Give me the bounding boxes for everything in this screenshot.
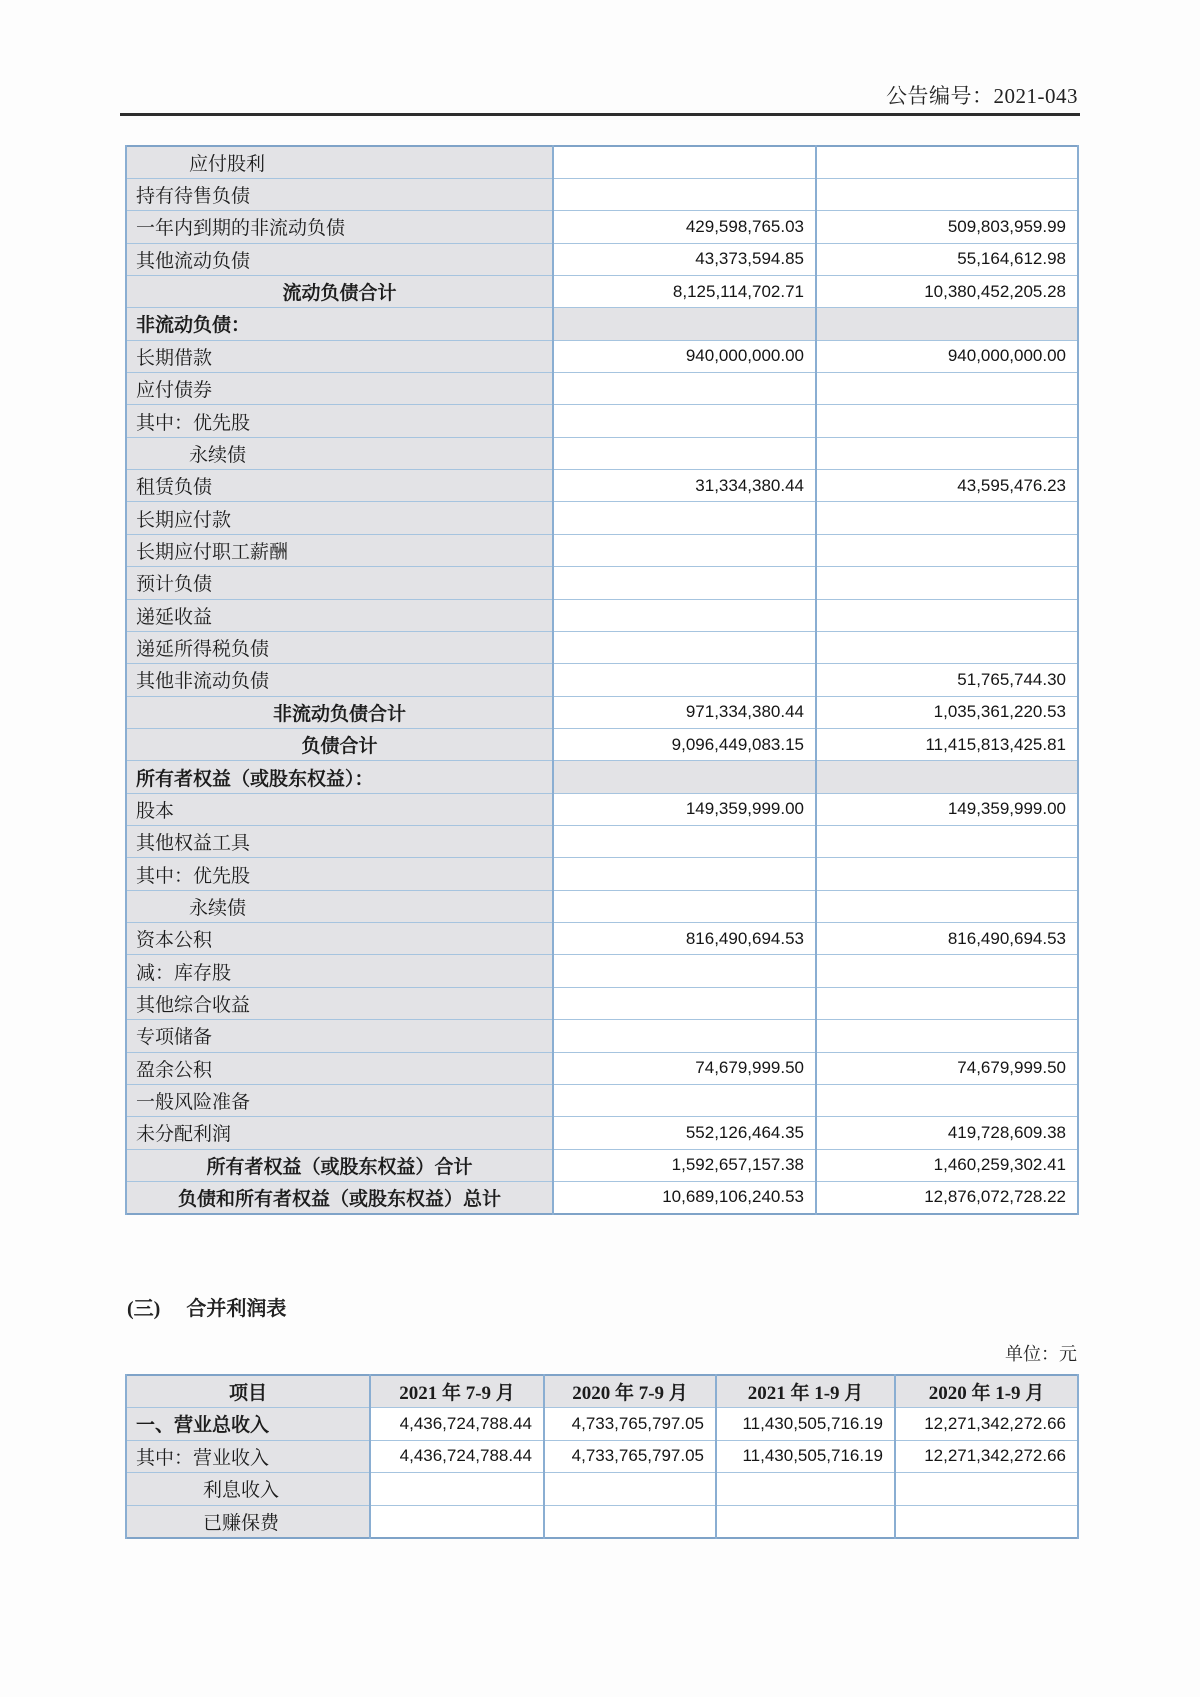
row-label: 长期借款	[126, 340, 553, 372]
column-header: 2020 年 7-9 月	[544, 1375, 716, 1408]
row-value-current	[553, 437, 816, 469]
row-value-prior: 816,490,694.53	[816, 923, 1078, 955]
row-value-current	[553, 146, 816, 178]
row-value-prior	[816, 1084, 1078, 1116]
row-value-current	[553, 761, 816, 793]
table-row	[126, 146, 1078, 178]
row-value-prior: 1,460,259,302.41	[816, 1149, 1078, 1181]
row-label: 所有者权益（或股东权益）合计	[126, 1149, 553, 1181]
row-value-prior: 509,803,959.99	[816, 211, 1078, 243]
row-label: 所有者权益（或股东权益）：	[126, 761, 553, 793]
row-label: 其他权益工具	[126, 826, 553, 858]
row-value-current	[553, 1020, 816, 1052]
row-value-prior: 43,595,476.23	[816, 470, 1078, 502]
row-value-current: 1,592,657,157.38	[553, 1149, 816, 1181]
table-row	[126, 340, 1078, 372]
balance-sheet-body	[126, 146, 1078, 1214]
row-label: 负债合计	[126, 728, 553, 760]
row-value-prior	[816, 146, 1078, 178]
row-label: 租赁负债	[126, 470, 553, 502]
row-value-prior	[816, 599, 1078, 631]
row-value-current: 149,359,999.00	[553, 793, 816, 825]
table-row	[126, 405, 1078, 437]
row-value-current: 429,598,765.03	[553, 211, 816, 243]
table-row	[126, 567, 1078, 599]
row-value-prior: 12,876,072,728.22	[816, 1182, 1078, 1214]
column-header: 项目	[126, 1375, 370, 1408]
row-value-prior: 1,035,361,220.53	[816, 696, 1078, 728]
row-label: 持有待售负债	[126, 178, 553, 210]
row-value-current: 816,490,694.53	[553, 923, 816, 955]
income-statement-body	[126, 1408, 1078, 1538]
row-value-prior	[816, 631, 1078, 663]
row-label: 减：库存股	[126, 955, 553, 987]
row-label: 一年内到期的非流动负债	[126, 211, 553, 243]
table-row	[126, 631, 1078, 663]
balance-sheet-table	[125, 145, 1079, 1215]
table-row	[126, 1440, 1078, 1473]
row-value-current	[553, 890, 816, 922]
row-label: 其他非流动负债	[126, 664, 553, 696]
row-value-prior	[816, 308, 1078, 340]
row-value-1	[370, 1473, 544, 1506]
row-value-current: 552,126,464.35	[553, 1117, 816, 1149]
column-header: 2021 年 1-9 月	[716, 1375, 895, 1408]
row-value-prior: 11,415,813,425.81	[816, 728, 1078, 760]
table-row	[126, 1117, 1078, 1149]
row-value-prior	[816, 178, 1078, 210]
row-label: 应付股利	[126, 146, 553, 178]
row-value-prior	[816, 987, 1078, 1019]
row-value-current: 971,334,380.44	[553, 696, 816, 728]
row-label: 应付债券	[126, 373, 553, 405]
column-header: 2021 年 7-9 月	[370, 1375, 544, 1408]
income-header-row	[126, 1375, 1078, 1408]
row-value-current	[553, 308, 816, 340]
table-row	[126, 437, 1078, 469]
row-label: 其中：优先股	[126, 405, 553, 437]
header-rule	[120, 113, 1080, 116]
row-label: 其他综合收益	[126, 987, 553, 1019]
table-row	[126, 1408, 1078, 1441]
row-label: 其中：营业收入	[126, 1440, 370, 1473]
row-label: 资本公积	[126, 923, 553, 955]
row-value-prior	[816, 534, 1078, 566]
section-title: 合并利润表	[186, 1298, 287, 1320]
table-row	[126, 534, 1078, 566]
row-value-prior	[816, 1020, 1078, 1052]
row-value-current	[553, 955, 816, 987]
row-value-current: 43,373,594.85	[553, 243, 816, 275]
table-row	[126, 923, 1078, 955]
table-row	[126, 858, 1078, 890]
section-heading	[127, 1292, 286, 1321]
row-value-current	[553, 664, 816, 696]
table-row	[126, 987, 1078, 1019]
row-value-prior: 149,359,999.00	[816, 793, 1078, 825]
row-value-current: 9,096,449,083.15	[553, 728, 816, 760]
table-row	[126, 502, 1078, 534]
row-value-1	[370, 1505, 544, 1538]
row-label: 未分配利润	[126, 1117, 553, 1149]
table-row	[126, 890, 1078, 922]
row-value-3	[716, 1505, 895, 1538]
row-value-current	[553, 405, 816, 437]
row-value-prior	[816, 373, 1078, 405]
row-value-3: 11,430,505,716.19	[716, 1408, 895, 1441]
row-value-2	[544, 1505, 716, 1538]
row-label: 一、营业总收入	[126, 1408, 370, 1441]
row-value-prior: 419,728,609.38	[816, 1117, 1078, 1149]
row-value-1: 4,436,724,788.44	[370, 1440, 544, 1473]
income-statement-table	[125, 1374, 1079, 1539]
table-row	[126, 1182, 1078, 1214]
row-value-prior	[816, 826, 1078, 858]
table-row	[126, 275, 1078, 307]
row-label: 流动负债合计	[126, 275, 553, 307]
table-row	[126, 1149, 1078, 1181]
row-value-current	[553, 502, 816, 534]
row-value-prior: 940,000,000.00	[816, 340, 1078, 372]
row-value-prior	[816, 890, 1078, 922]
row-label: 非流动负债：	[126, 308, 553, 340]
row-value-2: 4,733,765,797.05	[544, 1408, 716, 1441]
row-value-4: 12,271,342,272.66	[895, 1408, 1078, 1441]
row-value-current	[553, 534, 816, 566]
row-value-prior	[816, 567, 1078, 599]
row-value-current	[553, 987, 816, 1019]
row-value-current	[553, 1084, 816, 1116]
table-row	[126, 1052, 1078, 1084]
table-row	[126, 470, 1078, 502]
row-value-4	[895, 1505, 1078, 1538]
row-label: 利息收入	[126, 1473, 370, 1506]
row-value-prior	[816, 405, 1078, 437]
row-label: 递延所得税负债	[126, 631, 553, 663]
row-label: 股本	[126, 793, 553, 825]
row-value-prior	[816, 502, 1078, 534]
table-row	[126, 243, 1078, 275]
row-value-prior: 74,679,999.50	[816, 1052, 1078, 1084]
column-header: 2020 年 1-9 月	[895, 1375, 1078, 1408]
row-value-current	[553, 373, 816, 405]
table-row	[126, 696, 1078, 728]
row-label: 永续债	[126, 437, 553, 469]
row-value-current	[553, 178, 816, 210]
table-row	[126, 178, 1078, 210]
unit-label: 单位：元	[1005, 1344, 1077, 1364]
row-label: 一般风险准备	[126, 1084, 553, 1116]
table-row	[126, 373, 1078, 405]
table-row	[126, 793, 1078, 825]
row-value-current: 74,679,999.50	[553, 1052, 816, 1084]
row-label: 长期应付款	[126, 502, 553, 534]
row-label: 负债和所有者权益（或股东权益）总计	[126, 1182, 553, 1214]
table-row	[126, 826, 1078, 858]
row-label: 盈余公积	[126, 1052, 553, 1084]
row-value-prior: 51,765,744.30	[816, 664, 1078, 696]
table-row	[126, 955, 1078, 987]
row-value-prior	[816, 955, 1078, 987]
table-row	[126, 211, 1078, 243]
row-label: 其他流动负债	[126, 243, 553, 275]
row-value-current: 10,689,106,240.53	[553, 1182, 816, 1214]
row-label: 递延收益	[126, 599, 553, 631]
row-label: 预计负债	[126, 567, 553, 599]
row-value-prior: 55,164,612.98	[816, 243, 1078, 275]
table-row	[126, 761, 1078, 793]
row-value-current	[553, 631, 816, 663]
row-value-current	[553, 858, 816, 890]
row-value-3	[716, 1473, 895, 1506]
announcement-number: 公告编号：2021-043	[886, 84, 1078, 108]
table-row	[126, 664, 1078, 696]
table-row	[126, 599, 1078, 631]
section-number: (三)	[127, 1298, 161, 1320]
row-value-current	[553, 567, 816, 599]
table-row	[126, 1020, 1078, 1052]
row-value-current: 8,125,114,702.71	[553, 275, 816, 307]
row-value-2: 4,733,765,797.05	[544, 1440, 716, 1473]
row-value-1: 4,436,724,788.44	[370, 1408, 544, 1441]
table-row	[126, 308, 1078, 340]
row-value-4: 12,271,342,272.66	[895, 1440, 1078, 1473]
row-label: 永续债	[126, 890, 553, 922]
row-value-prior	[816, 437, 1078, 469]
row-label: 其中：优先股	[126, 858, 553, 890]
row-label: 非流动负债合计	[126, 696, 553, 728]
table-row	[126, 728, 1078, 760]
row-value-current: 31,334,380.44	[553, 470, 816, 502]
row-value-3: 11,430,505,716.19	[716, 1440, 895, 1473]
table-row	[126, 1084, 1078, 1116]
row-label: 长期应付职工薪酬	[126, 534, 553, 566]
table-row	[126, 1505, 1078, 1538]
row-value-prior	[816, 761, 1078, 793]
row-value-current: 940,000,000.00	[553, 340, 816, 372]
table-row	[126, 1473, 1078, 1506]
row-value-prior	[816, 858, 1078, 890]
row-value-2	[544, 1473, 716, 1506]
row-value-prior: 10,380,452,205.28	[816, 275, 1078, 307]
row-label: 专项储备	[126, 1020, 553, 1052]
row-label: 已赚保费	[126, 1505, 370, 1538]
row-value-current	[553, 599, 816, 631]
row-value-current	[553, 826, 816, 858]
row-value-4	[895, 1473, 1078, 1506]
